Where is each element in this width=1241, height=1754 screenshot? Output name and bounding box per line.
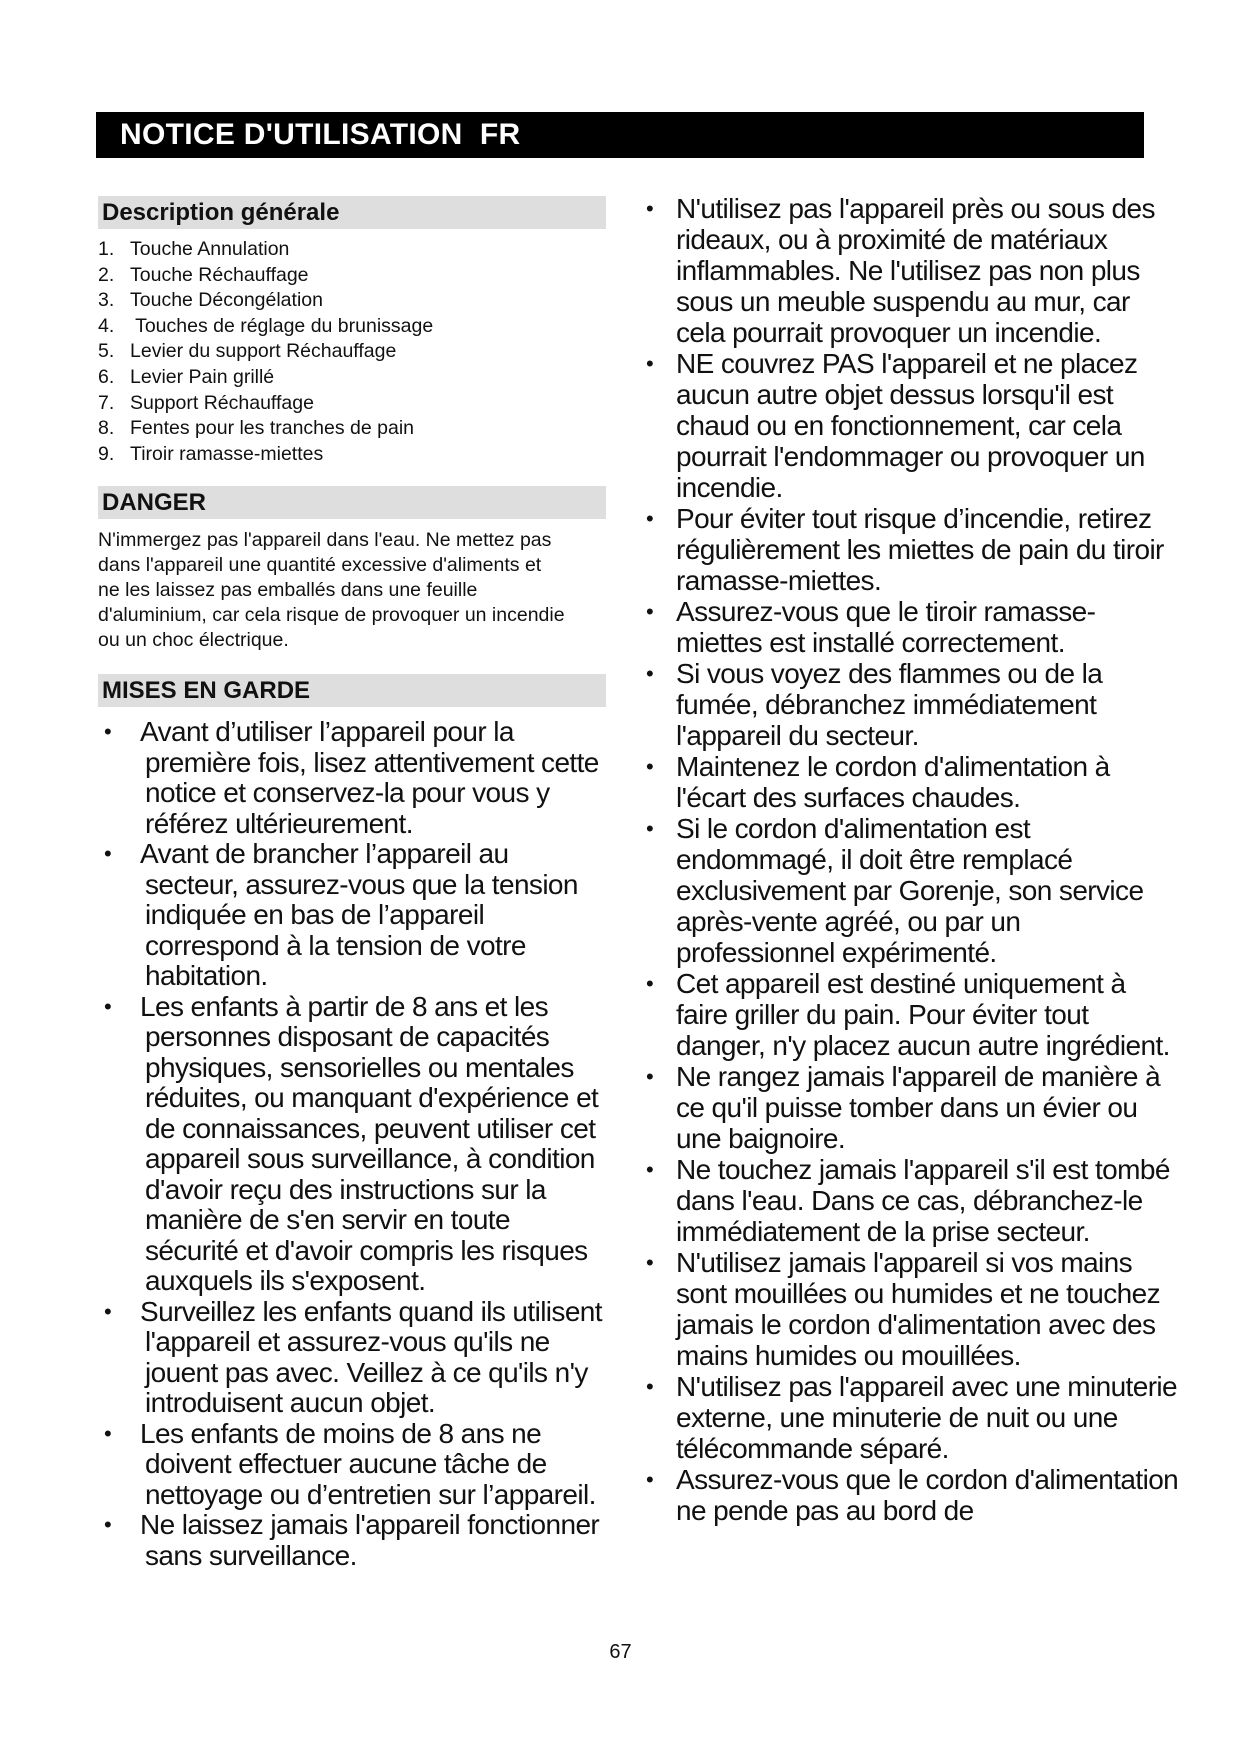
- warnings-list-right: [640, 193, 1180, 1526]
- description-item-label: Support Réchauffage: [130, 391, 314, 414]
- description-item-number: 3.: [98, 289, 115, 312]
- danger-text: N'immergez pas l'appareil dans l'eau. Ne mettez pas dans l'appareil une quantité excessive d'aliments et ne les laissez pas emballés dans une feuille d'aluminium, car cela risque de provoquer un incendie ou un choc électrique.: [98, 529, 565, 652]
- description-item-number: 5.: [98, 340, 115, 363]
- warning-item: [98, 1510, 606, 1571]
- warning-item: [98, 992, 606, 1297]
- bullet-icon: •: [646, 1157, 654, 1182]
- bullet-icon: •: [646, 971, 654, 996]
- warning-item: [640, 751, 1180, 813]
- bullet-icon: •: [104, 1512, 112, 1538]
- left-column: [98, 196, 606, 1571]
- page-header-title: NOTICE D'UTILISATION FR: [96, 112, 1144, 158]
- warning-item-text: Cet appareil est destiné uniquement à faire griller du pain. Pour éviter tout danger, n'y placez aucun autre ingrédient.: [676, 968, 1170, 1061]
- bullet-icon: •: [646, 1250, 654, 1275]
- warning-item: [640, 503, 1180, 596]
- bullet-icon: •: [646, 599, 654, 624]
- bullet-icon: •: [646, 1374, 654, 1399]
- description-item-number: 8.: [98, 417, 115, 440]
- bullet-icon: •: [646, 506, 654, 531]
- mises-en-garde-heading: MISES EN GARDE: [98, 674, 606, 707]
- warning-item-text: Assurez-vous que le tiroir ramasse-miettes est installé correctement.: [676, 596, 1096, 658]
- warning-item-text: N'utilisez jamais l'appareil si vos mains sont mouillées ou humides et ne touchez jamais le cordon d'alimentation avec des mains humides ou mouillées.: [676, 1247, 1161, 1371]
- warning-item: [640, 1464, 1180, 1526]
- description-item-label: Tiroir ramasse-miettes: [130, 442, 324, 465]
- description-item: [98, 391, 606, 417]
- warning-item-text: Ne rangez jamais l'appareil de manière à ce qu'il puisse tomber dans un évier ou une baignoire.: [676, 1061, 1161, 1154]
- bullet-icon: •: [646, 351, 654, 376]
- bullet-icon: •: [104, 841, 112, 867]
- description-item-number: 7.: [98, 391, 115, 414]
- warning-item: [98, 1419, 606, 1511]
- warning-item: [98, 839, 606, 992]
- warning-item: [640, 813, 1180, 968]
- description-item-number: 9.: [98, 442, 115, 465]
- bullet-icon: •: [646, 196, 654, 221]
- description-item-label: Touche Réchauffage: [130, 263, 309, 286]
- description-item: [98, 288, 606, 314]
- warning-item-text: Pour éviter tout risque d’incendie, retirez régulièrement les miettes de pain du tiroir ramasse-miettes.: [676, 503, 1164, 596]
- warning-item-text: Ne laissez jamais l'appareil fonctionner sans surveillance.: [140, 1509, 600, 1571]
- warning-item-text: Assurez-vous que le cordon d'alimentation ne pende pas au bord de: [676, 1464, 1179, 1526]
- bullet-icon: •: [646, 816, 654, 841]
- warning-item-text: Avant de brancher l’appareil au secteur, assurez-vous que la tension indiquée en bas de l’appareil correspond à la tension de votre habitation.: [140, 838, 578, 992]
- bullet-icon: •: [646, 1064, 654, 1089]
- bullet-icon: •: [104, 719, 112, 745]
- description-item: [98, 339, 606, 365]
- description-item-label: Touche Décongélation: [130, 289, 323, 312]
- warning-item-text: NE couvrez PAS l'appareil et ne placez aucun autre objet dessus lorsqu'il est chaud ou en fonctionnement, car cela pourrait l'endommager ou provoquer un incendie.: [676, 348, 1145, 503]
- description-item-label: Fentes pour les tranches de pain: [130, 417, 415, 440]
- bullet-icon: •: [646, 754, 654, 779]
- warning-item-text: Ne touchez jamais l'appareil s'il est tombé dans l'eau. Dans ce cas, débranchez-le immédiatement de la prise secteur.: [676, 1154, 1170, 1247]
- warning-item: [640, 658, 1180, 751]
- description-item-number: 6.: [98, 365, 115, 388]
- warning-item-text: Maintenez le cordon d'alimentation à l'écart des surfaces chaudes.: [676, 751, 1110, 813]
- description-item: [98, 314, 606, 340]
- description-item-number: 2.: [98, 263, 115, 286]
- bullet-icon: •: [104, 993, 112, 1019]
- page-number: 67: [609, 1641, 632, 1663]
- description-item-number: 1.: [98, 238, 115, 260]
- warning-item: [640, 348, 1180, 503]
- bullet-icon: •: [104, 1420, 112, 1446]
- warning-item: [640, 193, 1180, 348]
- description-item: [98, 365, 606, 391]
- description-item: [98, 442, 606, 468]
- warning-item: [98, 717, 606, 839]
- warning-item-text: Les enfants de moins de 8 ans ne doivent effectuer aucune tâche de nettoyage ou d’entretien sur l’appareil.: [140, 1417, 596, 1510]
- warning-item: [640, 1371, 1180, 1464]
- warning-item-text: Avant d’utiliser l’appareil pour la première fois, lisez attentivement cette notice et conservez-la pour vous y référez ultérieurement.: [140, 716, 599, 839]
- warning-item: [640, 1061, 1180, 1154]
- description-item-label: Levier du support Réchauffage: [130, 340, 397, 363]
- description-item-label: Touches de réglage du brunissage: [130, 314, 434, 337]
- warning-item: [640, 1154, 1180, 1247]
- danger-heading: DANGER: [98, 486, 606, 519]
- warning-item-text: N'utilisez pas l'appareil avec une minuterie externe, une minuterie de nuit ou une télécommande séparé.: [676, 1371, 1178, 1464]
- warning-item-text: N'utilisez pas l'appareil près ou sous des rideaux, ou à proximité de matériaux inflammables. Ne l'utilisez pas non plus sous un meuble suspendu au mur, car cela pourrait provoquer un incendie.: [676, 193, 1155, 348]
- description-item: [98, 416, 606, 442]
- description-heading: Description générale: [98, 196, 606, 229]
- warning-item-text: Les enfants à partir de 8 ans et les personnes disposant de capacités physiques, sensorielles ou mentales réduites, ou manquant d'expérience et de connaissances, peuvent utiliser cet appareil sous surveillance, à condition d'avoir reçu des instructions sur la manière de s'en servir en toute sécurité et d'avoir compris les risques auxquels ils s'exposent.: [140, 990, 599, 1297]
- warning-item: [640, 968, 1180, 1061]
- description-item-label: Touche Annulation: [130, 238, 290, 260]
- description-item-label: Levier Pain grillé: [130, 365, 275, 388]
- warning-item: [640, 1247, 1180, 1371]
- description-item: [98, 237, 606, 263]
- description-item-number: 4.: [98, 314, 115, 337]
- warning-item-text: Si vous voyez des flammes ou de la fumée, débranchez immédiatement l'appareil du secteur.: [676, 658, 1103, 751]
- right-column: [640, 193, 1180, 1526]
- bullet-icon: •: [646, 661, 654, 686]
- warnings-list-left: [98, 717, 606, 1571]
- warning-item: [640, 596, 1180, 658]
- description-list: [98, 237, 606, 467]
- warning-item: [98, 1297, 606, 1419]
- bullet-icon: •: [104, 1298, 112, 1324]
- description-item: [98, 263, 606, 289]
- warning-item-text: Si le cordon d'alimentation est endommagé, il doit être remplacé exclusivement par Gorenje, son service après-vente agréé, ou par un professionnel expérimenté.: [676, 813, 1144, 968]
- warning-item-text: Surveillez les enfants quand ils utilisent l'appareil et assurez-vous qu'ils ne jouent pas avec. Veillez à ce qu'ils n'y introduisent aucun objet.: [140, 1295, 602, 1419]
- bullet-icon: •: [646, 1467, 654, 1492]
